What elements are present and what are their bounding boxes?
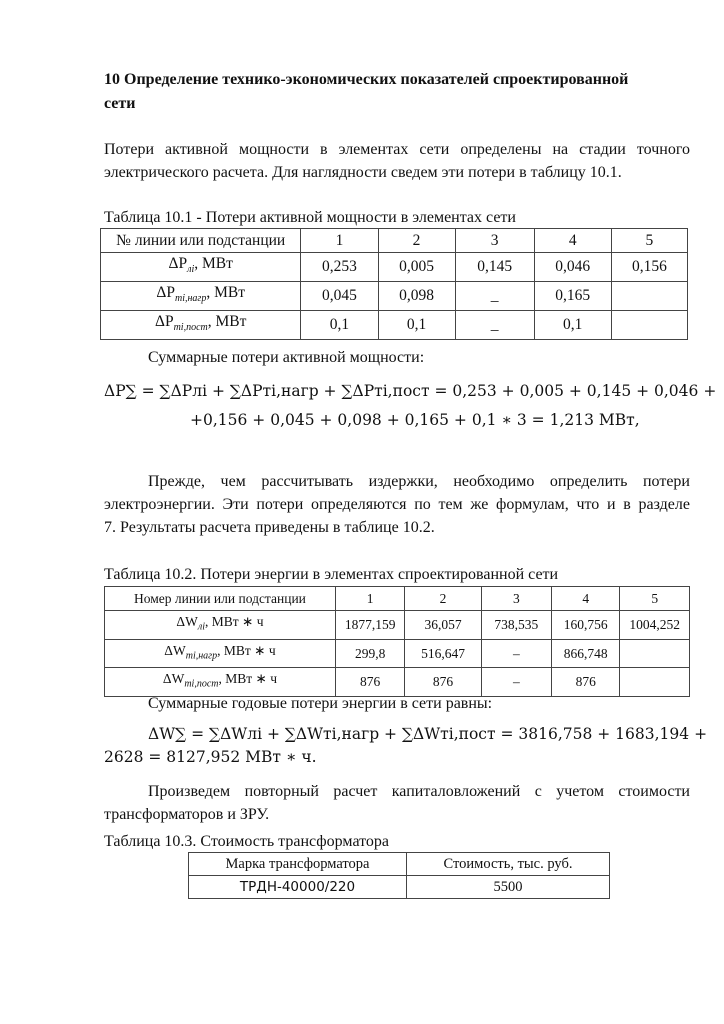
table-cell: 0,1 <box>378 311 455 340</box>
table-cell: 876 <box>405 668 481 697</box>
table-cell: _ <box>455 282 534 311</box>
header-cell: 5 <box>620 587 690 611</box>
table-cell: 866,748 <box>552 639 620 668</box>
table-energy-losses <box>104 586 690 697</box>
row-label: $\Delta W_{тi,пост}$, МВт ∗ ч <box>105 668 336 697</box>
table-cell: 0,165 <box>534 282 611 311</box>
table-cell: 0,156 <box>611 253 687 282</box>
table-cell: 0,145 <box>455 253 534 282</box>
table-cell: 1004,252 <box>620 611 690 640</box>
table-cell: _ <box>455 311 534 340</box>
header-cell: 3 <box>455 229 534 253</box>
row-label: $\Delta P_{лi}$, МВт <box>101 253 301 282</box>
formula-energy-line2: 2628 = 8127,952 МВт ∗ ч. <box>104 748 317 766</box>
header-cell: 4 <box>552 587 620 611</box>
table-cell: 0,1 <box>534 311 611 340</box>
table1-caption: Таблица 10.1 - Потери активной мощности в элементах сети <box>104 209 516 226</box>
header-cell: Номер линии или подстанции <box>105 587 336 611</box>
table3-caption: Таблица 10.3. Стоимость трансформатора <box>104 833 390 850</box>
row-label: $\Delta P_{тi,пост}$, МВт <box>101 311 301 340</box>
header-cell: 4 <box>534 229 611 253</box>
table-header-row <box>189 853 610 876</box>
formula-energy-line1: ΔW∑ = ∑ΔWлi + ∑ΔWтi,нагр + ∑ΔWтi,пост = 3816,758 + 1683,194 + <box>148 725 708 743</box>
header-cell: 2 <box>378 229 455 253</box>
table-cell: 516,647 <box>405 639 481 668</box>
row-label: $\Delta W_{лi}$, МВт ∗ ч <box>105 611 336 640</box>
table-row <box>101 253 688 282</box>
table-cell: 36,057 <box>405 611 481 640</box>
table-cell: 160,756 <box>552 611 620 640</box>
header-cell: 1 <box>301 229 378 253</box>
table2-caption: Таблица 10.2. Потери энергии в элементах спроектированной сети <box>104 566 559 583</box>
table-cell: 876 <box>335 668 405 697</box>
table-cell: 876 <box>552 668 620 697</box>
header-cell: Марка трансформатора <box>189 853 407 876</box>
table-header-row <box>105 587 690 611</box>
table-cell <box>611 311 687 340</box>
table-cell: – <box>481 639 551 668</box>
header-cell: 3 <box>481 587 551 611</box>
table-row <box>101 311 688 340</box>
table-row <box>189 876 610 899</box>
header-cell: 1 <box>335 587 405 611</box>
table-cell: 299,8 <box>335 639 405 668</box>
header-cell: № линии или подстанции <box>101 229 301 253</box>
table-cell: 738,535 <box>481 611 551 640</box>
table-cell: 0,1 <box>301 311 378 340</box>
table-cell: 0,005 <box>378 253 455 282</box>
header-cell: 2 <box>405 587 481 611</box>
table-cell: – <box>481 668 551 697</box>
table-cell: 0,045 <box>301 282 378 311</box>
table-cell <box>620 639 690 668</box>
row-label: $\Delta W_{тi,нагр}$, МВт ∗ ч <box>105 639 336 668</box>
paragraph-intro: Потери активной мощности в элементах сети определены на стадии точного электрического расчета. Для наглядности сведем эти потери в таблицу 10.1. <box>104 141 690 181</box>
section-heading: 10 Определение технико-экономических показателей спроектированной сети <box>104 71 629 112</box>
row-label: $\Delta P_{тi,нагр}$, МВт <box>101 282 301 311</box>
formula-power-line2: +0,156 + 0,045 + 0,098 + 0,165 + 0,1 ∗ 3 = 1,213 МВт, <box>190 411 640 429</box>
table-cell <box>611 282 687 311</box>
table-transformer-cost <box>188 852 610 899</box>
table-cell: 0,046 <box>534 253 611 282</box>
table-row <box>105 639 690 668</box>
table-row <box>105 611 690 640</box>
table-cell: 1877,159 <box>335 611 405 640</box>
table-cell: 5500 <box>407 876 610 899</box>
paragraph-energy: Прежде, чем рассчитывать издержки, необходимо определить потери электроэнергии. Эти потери определяются по тем же формулам, что и в разделе 7. Результаты расчета приведены в таблице 10.2. <box>104 473 690 536</box>
table-power-losses <box>100 228 688 340</box>
header-cell: 5 <box>611 229 687 253</box>
table-cell: ТРДН-40000/220 <box>189 876 407 899</box>
header-cell: Стоимость, тыс. руб. <box>407 853 610 876</box>
table-row <box>101 282 688 311</box>
table-cell: 0,098 <box>378 282 455 311</box>
sum1-label: Суммарные потери активной мощности: <box>148 349 425 366</box>
sum2-label: Суммарные годовые потери энергии в сети равны: <box>148 695 493 712</box>
table-cell: 0,253 <box>301 253 378 282</box>
paragraph-capital: Произведем повторный расчет капиталовложений с учетом стоимости трансформаторов и ЗРУ. <box>104 783 690 823</box>
formula-power-line1: ΔP∑ = ∑ΔPлi + ∑ΔPтi,нагр + ∑ΔPтi,пост = 0,253 + 0,005 + 0,145 + 0,046 + <box>104 382 717 400</box>
table-header-row <box>101 229 688 253</box>
